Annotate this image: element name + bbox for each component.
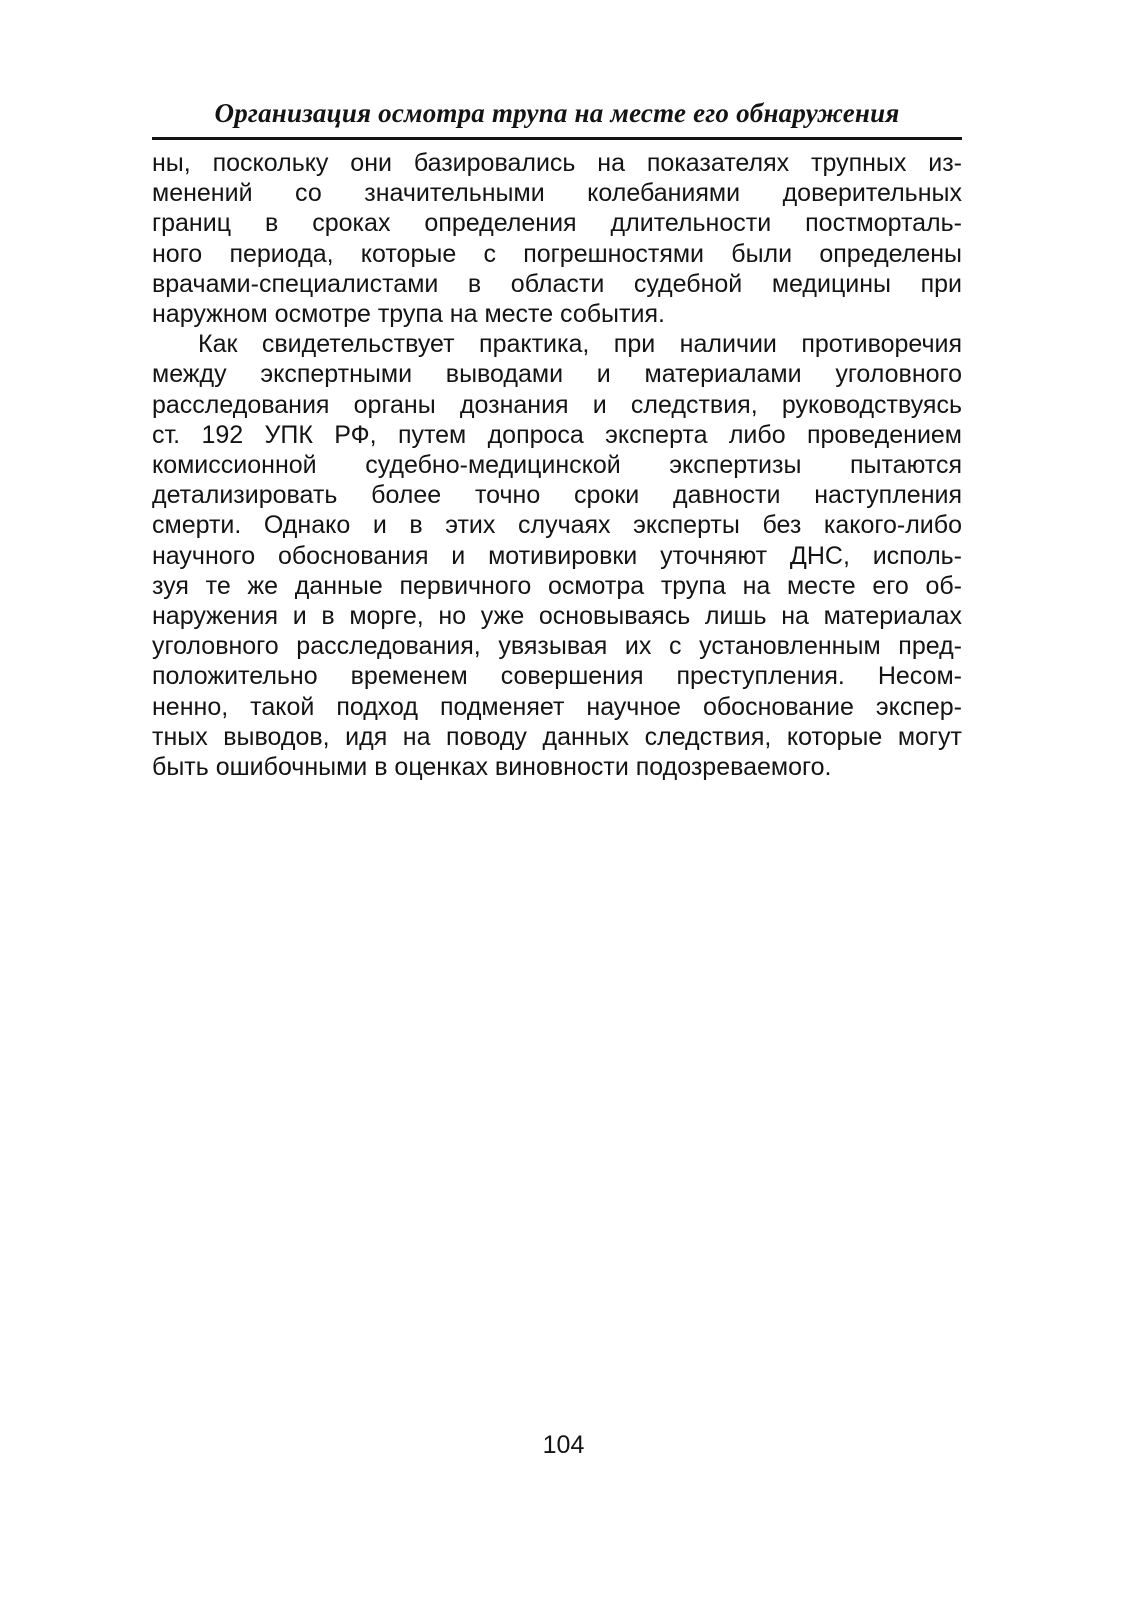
text-line: наружном осмотре трупа на месте события. (152, 300, 665, 329)
text-line: положительно временем совершения преступления. Несом- (152, 662, 962, 691)
text-line: научного обоснования и мотивировки уточняют ДНС, исполь- (152, 541, 962, 570)
paragraph (152, 329, 962, 782)
text-line: смерти. Однако и в этих случаях эксперты без какого-либо (152, 511, 962, 540)
body-text (152, 148, 962, 782)
text-line: границ в сроках определения длительности постморталь- (152, 209, 962, 238)
header-rule (152, 137, 962, 140)
text-line: расследования органы дознания и следствия, руководствуясь (152, 390, 962, 419)
running-header: Организация осмотра трупа на месте его обнаружения (214, 98, 900, 128)
text-line: менений со значительными колебаниями доверительных (152, 179, 962, 208)
text-line: тных выводов, идя на поводу данных следствия, которые могут (152, 722, 962, 751)
text-line: наружения и в морге, но уже основываясь лишь на материалах (152, 602, 962, 631)
text-line: быть ошибочными в оценках виновности подозреваемого. (152, 753, 832, 782)
text-line: ны, поскольку они базировались на показателях трупных из- (152, 149, 962, 177)
text-line: ст. 192 УПК РФ, путем допроса эксперта либо проведением (152, 420, 962, 449)
paragraph (152, 148, 962, 329)
text-line: Как свидетельствует практика, при наличии противоречия (198, 330, 962, 359)
text-line: врачами-специалистами в области судебной медицины при (152, 269, 962, 298)
text-line: комиссионной судебно-медицинской экспертизы пытаются (152, 451, 962, 480)
page-number: 104 (542, 1431, 585, 1459)
text-line: зуя те же данные первичного осмотра трупа на месте его об- (152, 571, 962, 600)
text-line: ного периода, которые с погрешностями были определены (152, 239, 962, 268)
text-line: между экспертными выводами и материалами уголовного (152, 360, 962, 389)
text-line: уголовного расследования, увязывая их с установленным пред- (152, 632, 962, 661)
text-line: детализировать более точно сроки давности наступления (152, 481, 962, 510)
text-line: ненно, такой подход подменяет научное обоснование экспер- (152, 692, 962, 721)
